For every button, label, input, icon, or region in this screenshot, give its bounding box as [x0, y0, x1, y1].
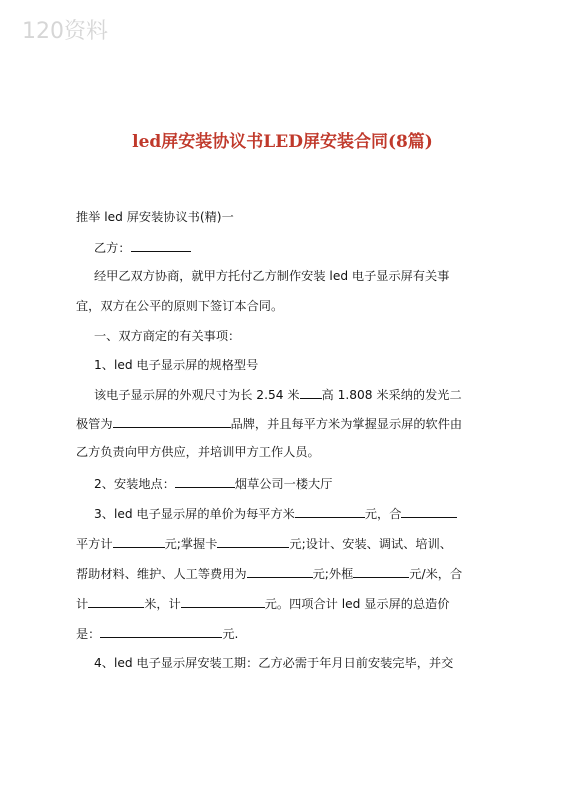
blank [181, 595, 265, 608]
blank [175, 475, 235, 488]
watermark: 120资料 [22, 19, 108, 44]
clause-1-heading: 1、led 电子显示屏的规格型号 [94, 358, 259, 372]
clause-2-line: 2、安装地点： 烟草公司一楼大厅 [94, 477, 333, 491]
document-title: led屏安装协议书LED屏安装合同(8篇) [132, 132, 433, 152]
party-b-blank [131, 239, 191, 252]
party-b-line: 乙方： [94, 239, 191, 256]
section-heading: 推举 led 屏安装协议书(精)一 [76, 210, 234, 224]
paragraph-line: 该电子显示屏的外观尺寸为长 2.54 米 高 1.808 米采纳的发光二 [94, 388, 462, 402]
clause-heading: 一、双方商定的有关事项： [94, 329, 241, 343]
paragraph-line: 平方计 元;掌握卡 元;设计、安装、调试、培训、 [76, 537, 452, 551]
clause-3-line: 3、led 电子显示屏的单价为每平方米 元，合 [94, 505, 457, 522]
total-price-blank [100, 625, 222, 638]
paragraph-line: 帮助材料、维护、人工等费用为 元;外框 元/米，合 [76, 567, 463, 581]
blank [217, 535, 289, 548]
blank [300, 386, 322, 399]
blank [247, 565, 313, 578]
paragraph-line: 计 米，计 元。四项合计 led 显示屏的总造价 [76, 597, 450, 611]
blank [113, 535, 165, 548]
paragraph-line: 是： 元. [76, 627, 239, 641]
area-blank [401, 505, 457, 518]
clause-4-line: 4、led 电子显示屏安装工期：乙方必需于年月日前安装完毕，并交 [94, 656, 454, 670]
brand-blank [113, 415, 231, 428]
blank [88, 595, 144, 608]
blank [353, 565, 409, 578]
paragraph-line: 宜，双方在公平的原则下签订本合同。 [76, 299, 284, 313]
paragraph-line: 经甲乙双方协商，就甲方托付乙方制作安装 led 电子显示屏有关事 [94, 269, 450, 283]
unit-price-blank [295, 505, 365, 518]
paragraph-line: 乙方负责向甲方供应，并培训甲方工作人员。 [76, 445, 320, 459]
paragraph-line: 极管为 品牌，并且每平方米为掌握显示屏的软件由 [76, 417, 463, 431]
